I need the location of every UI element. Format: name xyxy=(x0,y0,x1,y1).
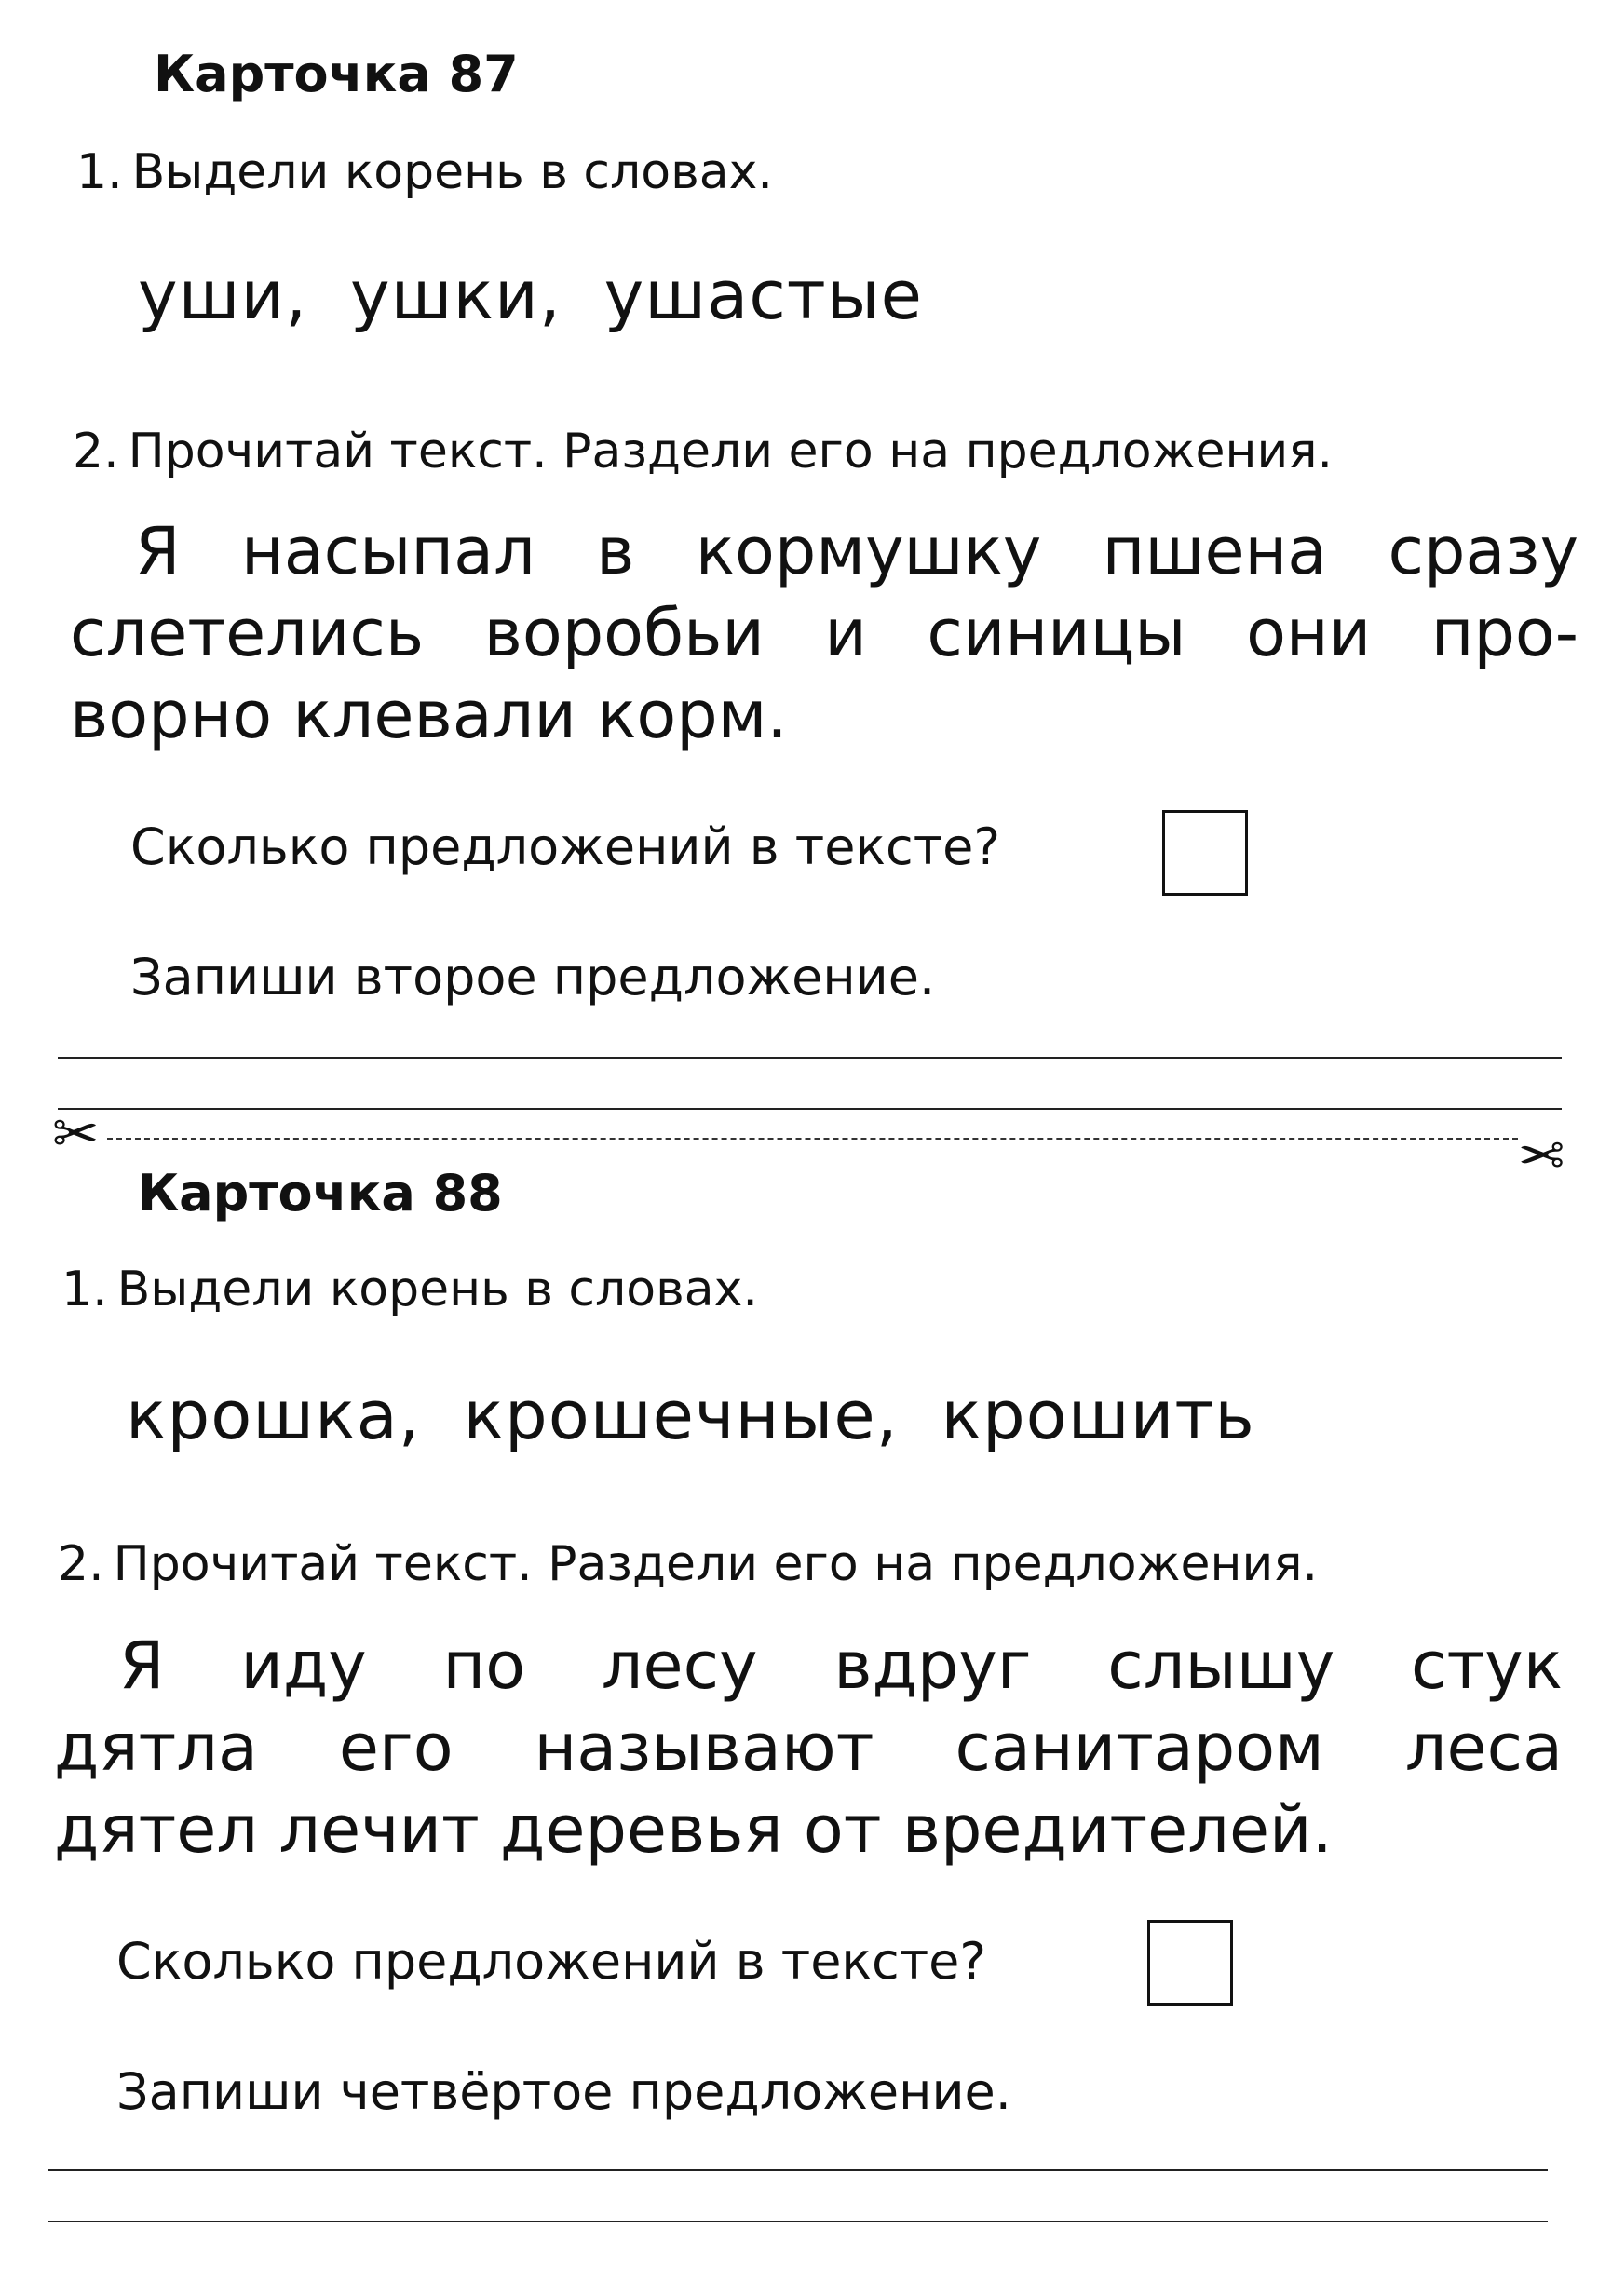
scissors-icon: ✂ xyxy=(1518,1124,1565,1189)
task-number: 1. xyxy=(61,1262,108,1317)
task-text: Прочитай текст. Раздели его на предложения. xyxy=(113,1536,1319,1592)
instruction-text: Запиши второе предложение. xyxy=(130,948,936,1006)
task-number: 2. xyxy=(58,1536,104,1592)
task-text: Выдели корень в словах. xyxy=(116,1262,758,1317)
root-words: уши, ушки, ушастые xyxy=(138,256,923,334)
paragraph-line: дятла его называют санитаром леса xyxy=(54,1709,1563,1786)
scissors-icon: ✂ xyxy=(52,1101,100,1167)
question-text: Сколько предложений в тексте? xyxy=(130,817,1001,876)
task-number: 1. xyxy=(76,144,123,200)
paragraph-line: дятел лечит деревья от вредителей. xyxy=(54,1791,1333,1868)
answer-box[interactable] xyxy=(1147,1920,1233,2006)
text-paragraph xyxy=(54,1625,1563,1871)
root-words: крошка, крошечные, крошить xyxy=(126,1376,1255,1454)
task-text: Выдели корень в словах. xyxy=(131,144,773,200)
task-number: 2. xyxy=(73,424,119,479)
writing-line[interactable] xyxy=(58,1057,1562,1059)
dashed-cut-line xyxy=(107,1138,1518,1140)
instruction-text: Запиши четвёртое предложение. xyxy=(116,2062,1011,2121)
task-1 xyxy=(76,144,773,200)
writing-line[interactable] xyxy=(48,2221,1548,2222)
paragraph-line: Я иду по лесу вдруг слышу стук xyxy=(119,1627,1563,1704)
paragraph-line: ворно клевали корм. xyxy=(70,677,788,753)
paragraph-line: Я насыпал в кормушку пшена сразу xyxy=(135,513,1578,589)
text-paragraph xyxy=(70,510,1578,756)
writing-line[interactable] xyxy=(58,1108,1562,1110)
task-text: Прочитай текст. Раздели его на предложения. xyxy=(128,424,1334,479)
paragraph-line: слетелись воробьи и синицы они про- xyxy=(70,595,1578,671)
card-title: Карточка 87 xyxy=(154,45,519,103)
question-text: Сколько предложений в тексте? xyxy=(116,1932,987,1991)
task-1 xyxy=(61,1262,758,1317)
task-2 xyxy=(58,1536,1318,1592)
answer-box[interactable] xyxy=(1162,810,1248,896)
writing-line[interactable] xyxy=(48,2169,1548,2171)
task-2 xyxy=(73,424,1333,479)
card-title: Карточка 88 xyxy=(138,1164,503,1222)
